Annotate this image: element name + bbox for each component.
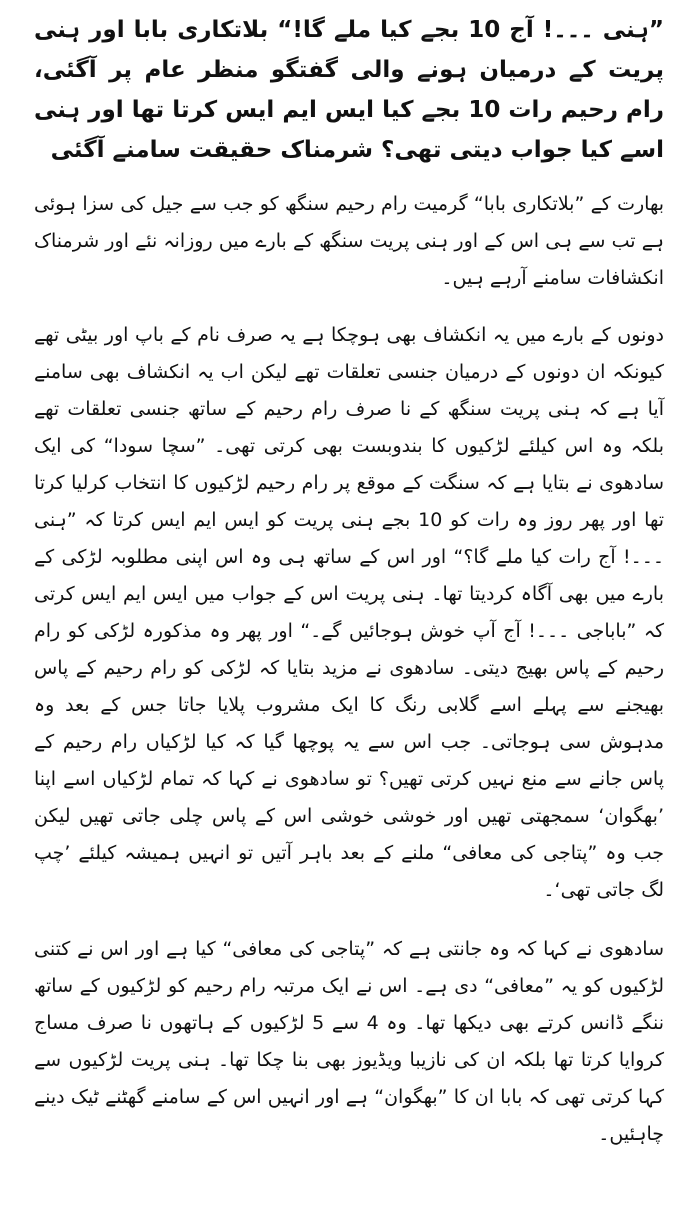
article-paragraph-sadhvi-account: دونوں کے بارے میں یہ انکشاف بھی ہوچکا ہے یہ صرف نام کے باپ اور بیٹی تھے کیونکہ ان دونوں کے درمیان جنسی تعلقات تھے لیکن اب یہ انکشاف بھی سامنے آیا ہے کہ ہنی پریت سنگھ کے نا صرف رام رحیم کے ساتھ جنسی تعلقات تھے بلکہ وہ اس کیلئے لڑکیوں کا بندوبست بھی کرتی تھی۔ ”سچا سودا“ کی ایک سادھوی نے بتایا ہے کہ سنگت کے موقع پر رام رحیم لڑکیوں کا انتخاب کرلیا کرتا تھا اور پھر روز وہ رات کو 10 بجے ہنی پریت کو ایس ایم ایس کرتا کہ ”ہنی ۔۔۔! آج رات کیا ملے گا؟“ اور اس کے ساتھ ہی وہ اس اپنی مطلوبہ لڑکی کے بارے میں بھی آگاہ کردیتا تھا۔ ہنی پریت اس کے جواب میں ایس ایم ایس کرتی کہ ”باباجی ۔۔۔! آج آپ خوش ہوجائیں گے۔“ اور پھر وہ مذکورہ لڑکی کو رام رحیم کے پاس بھیج دیتی۔ سادھوی نے مزید بتایا کہ لڑکی کو رام رحیم کے پاس بھیجنے سے پہلے اسے گلابی رنگ کا ایک مشروب پلایا جاتا جس کے بعد وہ مدہوش سی ہوجاتی۔ جب اس سے یہ پوچھا گیا کہ کیا لڑکیاں رام رحیم کے پاس جانے سے منع نہیں کرتی تھیں؟ تو سادھوی نے کہا کہ تمام لڑکیاں اسے اپنا ’بھگوان‘ سمجھتی تھیں اور خوشی خوشی اس کے پاس چلی جاتی تھیں لیکن جب وہ ”پتاجی کی معافی“ ملنے کے بعد باہر آتیں تو انہیں ہمیشہ کیلئے ’چپ لگ جاتی تھی‘۔ [34,324,664,901]
article-paragraph-intro: بھارت کے ”بلاتکاری بابا“ گرمیت رام رحیم سنگھ کو جب سے جیل کی سزا ہوئی ہے تب سے ہی اس کے اور ہنی پریت سنگھ کے بارے میں روزانہ نئے اور شرمناک انکشافات سامنے آرہے ہیں۔ [34,193,664,289]
article-headline: ”ہنی ۔۔۔! آج 10 بجے کیا ملے گا!“ بلاتکاری بابا اور ہنی پریت کے درمیان ہونے والی گفتگو منظر عام پر آگئی، رام رحیم رات 10 بجے کیا ایس ایم ایس کرتا تھا اور ہنی اسے کیا جواب دیتی تھی؟ شرمناک حقیقت سامنے آگئی [34,17,664,163]
article [34,10,664,1175]
article-paragraph-maafi: سادھوی نے کہا کہ وہ جانتی ہے کہ ”پتاجی کی معافی“ کیا ہے اور اس نے کتنی لڑکیوں کو یہ ”معافی“ دی ہے۔ اس نے ایک مرتبہ رام رحیم کو لڑکیوں کے ساتھ ننگے ڈانس کرتے بھی دیکھا تھا۔ وہ 4 سے 5 لڑکیوں کے ہاتھوں نا صرف مساج کروایا کرتا تھا بلکہ ان کی نازیبا ویڈیوز بھی بنا چکا تھا۔ ہنی پریت لڑکیوں سے کہا کرتی تھی کہ بابا ان کا ”بھگوان“ ہے اور انہیں اس کے سامنے گھٹنے ٹیک دینے چاہئیں۔ [34,938,664,1145]
